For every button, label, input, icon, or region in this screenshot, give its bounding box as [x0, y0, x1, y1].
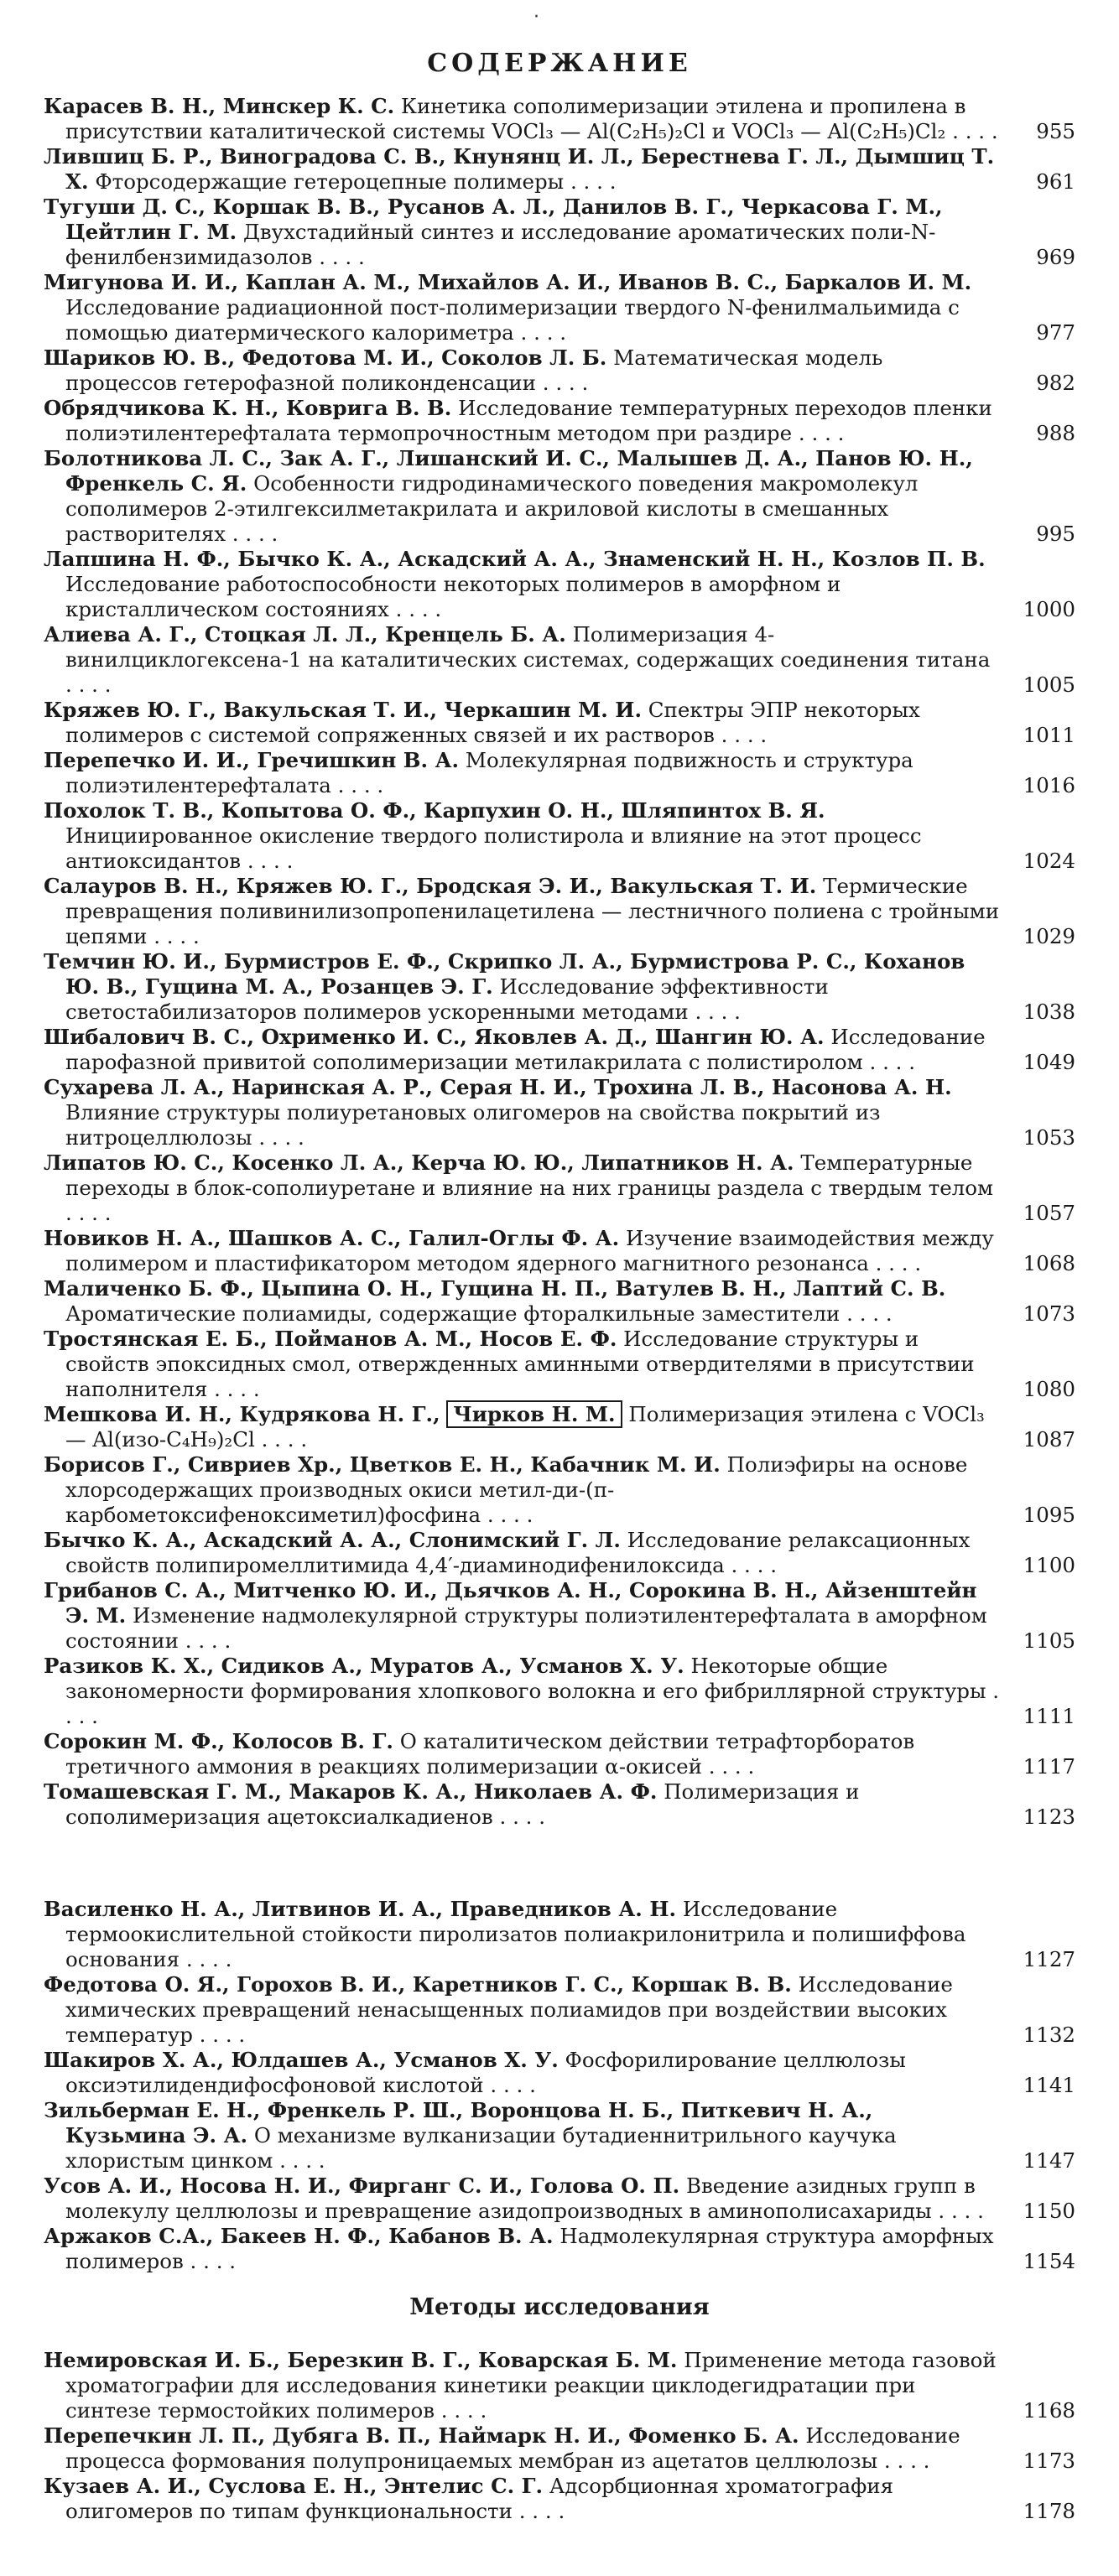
entry-page-number: 1173 [1023, 2449, 1075, 2473]
entry-text [44, 2098, 1000, 2174]
entry-page-number: 1029 [1023, 924, 1075, 948]
entry-leader-dots: . . . . [192, 2023, 246, 2047]
entry-title: Исследование структуры и свойств эпоксидных смол, отвержденных аминными отвердителями в присутствии наполнителя [65, 1327, 975, 1401]
entry-text [44, 1075, 1000, 1150]
entry-page-number: 1132 [1023, 2023, 1075, 2047]
entry-page-number: 961 [1036, 169, 1075, 194]
contents-entry [44, 874, 1075, 949]
entry-leader-dots: . . . . [330, 773, 384, 797]
entry-title: Математическая модель процессов гетерофазной поликонденсации [65, 345, 883, 395]
entry-page-number: 995 [1036, 522, 1075, 546]
entry-leader-dots: . . . . [183, 2249, 237, 2273]
contents-list-secondary [44, 1897, 1075, 2274]
entry-text [44, 2348, 1000, 2423]
entry-title: Исследование химических превращений ненасыщенных полиамидов при воздействии высоких температур [65, 1972, 953, 2047]
entry-title: Полимеризация этилена с VOCl₃ — Al(изо-C₄H₉)₂Cl [65, 1402, 985, 1452]
entry-leader-dots: . . . . [147, 924, 200, 948]
entry-title: Термические превращения поливинилизопропенилацетилена — лестничного полиена с тройными цепями [65, 874, 1000, 948]
entry-authors: Зильберман Е. Н., Френкель Р. Ш., Воронцова Н. Б., Питкевич Н. А., Кузьмина Э. А. [44, 2098, 873, 2148]
entry-leader-dots: . . . . [492, 1805, 546, 1829]
entry-title: О механизме вулканизации бутадиеннитрильного каучука хлористым цинком [65, 2123, 897, 2173]
entry-leader-dots: . . . . [513, 320, 567, 345]
contents-entry [44, 94, 1075, 144]
entry-title: Введение азидных групп в молекулу целлюлозы и превращение азидопроизводных в аминополисахариды [65, 2174, 976, 2223]
entry-title: Ароматические полиамиды, содержащие фторалкильные заместители [65, 1301, 841, 1326]
entry-text [44, 195, 1000, 270]
entry-page-number: 977 [1036, 320, 1075, 345]
entry-text [44, 1729, 1000, 1779]
contents-entry [44, 345, 1075, 396]
entry-page-number: 1147 [1023, 2148, 1075, 2173]
entry-text [44, 698, 1000, 748]
entry-title: Адсорбционная хроматография олигомеров по типам функциональности [65, 2474, 894, 2523]
entry-text [44, 1897, 1000, 1972]
entry-title: Влияние структуры полиуретановых олигомеров на свойства покрытий из нитроцеллюлозы [65, 1100, 881, 1150]
entry-authors: Обрядчикова К. Н., Коврига В. В. [44, 396, 452, 420]
contents-entry [44, 1897, 1075, 1972]
entry-page-number: 955 [1036, 119, 1075, 143]
entry-leader-dots: . . . . [877, 2449, 930, 2473]
contents-entry [44, 195, 1075, 270]
contents-entry [44, 2474, 1075, 2524]
entry-leader-dots: . . . . [792, 421, 845, 445]
contents-entry [44, 1779, 1075, 1830]
page-marker: · [533, 7, 539, 28]
entry-authors: Кузаев А. И., Суслова Е. Н., Энтелис С. Г. [44, 2474, 544, 2498]
entry-page-number: 1105 [1023, 1628, 1075, 1653]
entry-text [44, 2474, 1000, 2524]
entry-title: О каталитическом действии тетрафторборатов третичного аммония в реакциях полимеризации α-окисей [65, 1729, 915, 1779]
entry-page-number: 988 [1036, 421, 1075, 445]
entry-leader-dots: . . . . [434, 2398, 487, 2423]
entry-page-number: 1068 [1023, 1251, 1075, 1275]
entry-page-number: 1178 [1023, 2499, 1075, 2523]
contents-entry [44, 1528, 1075, 1578]
contents-entry [44, 1452, 1075, 1528]
entry-page-number: 1127 [1023, 1947, 1075, 1971]
entry-text [44, 748, 1000, 798]
entry-title: Полимеризация 4-винилциклогексена-1 на каталитических системах, содержащих соединения титана [65, 622, 991, 672]
entry-leader-dots: . . . . [241, 849, 294, 873]
entry-authors: Похолок Т. В., Копытова О. Ф., Карпухин О. Н., Шляпинтох В. Я. [44, 798, 825, 823]
page-title: СОДЕРЖАНИЕ [427, 49, 692, 78]
entry-page-number: 1095 [1023, 1503, 1075, 1527]
contents-entry [44, 144, 1075, 195]
entry-text [44, 1150, 1000, 1226]
entry-leader-dots: . . . . [512, 2499, 565, 2523]
entry-text [44, 2423, 1000, 2474]
entry-leader-dots: . . . . [714, 723, 768, 747]
contents-entry [44, 1025, 1075, 1075]
entry-page-number: 1154 [1023, 2249, 1075, 2273]
entry-title: Исследование работоспособности некоторых полимеров в аморфном и кристаллическом состояниях [65, 572, 841, 621]
contents-entry [44, 1226, 1075, 1276]
contents-entry [44, 2098, 1075, 2174]
entry-authors: Сорокин М. Ф., Колосов В. Г. [44, 1729, 393, 1753]
entry-authors: Томашевская Г. М., Макаров К. А., Николаев А. Ф. [44, 1779, 658, 1804]
entry-authors: Карасев В. Н., Минскер К. С. [44, 94, 395, 118]
contents-entry [44, 1276, 1075, 1327]
entry-title: Исследование релаксационных свойств полипиромеллитимида 4,4′-диаминодифенилоксида [65, 1528, 971, 1577]
entry-authors: Алиева А. Г., Стоцкая Л. Л., Кренцель Б. А. [44, 622, 566, 647]
entry-authors: Темчин Ю. И., Бурмистров Е. Ф., Скрипко Л. А., Бурмистрова Р. С., Коханов Ю. В., Гущина М. А., Розанцев Э. Г. [44, 949, 965, 999]
entry-title: Исследование парофазной привитой сополимеризации метилакрилата с полистиролом [65, 1025, 986, 1074]
entry-text [44, 345, 1000, 396]
entry-authors: Лившиц Б. Р., Виноградова С. В., Кнунянц И. Л., Берестнева Г. Л., Дымшиц Т. Х. [44, 144, 995, 194]
entry-text [44, 144, 1000, 195]
contents-entry [44, 2348, 1075, 2423]
contents-entry [44, 698, 1075, 748]
contents-entry [44, 446, 1075, 547]
entry-authors: Перепечко И. И., Гречишкин В. А. [44, 748, 460, 772]
entry-authors: Шариков Ю. В., Федотова М. И., Соколов Л. Б. [44, 345, 607, 370]
entry-text [44, 1276, 1000, 1327]
contents-entry [44, 2423, 1075, 2474]
entry-page-number: 1011 [1023, 723, 1075, 747]
entry-page-number: 1005 [1023, 673, 1075, 697]
entry-title: Молекулярная подвижность и структура полиэтилентерефталата [65, 748, 913, 797]
entry-leader-dots: . . . . [254, 1427, 308, 1452]
entry-title: Некоторые общие закономерности формирования хлопкового волокна и его фибриллярной структуры [65, 1654, 986, 1703]
entry-text [44, 1972, 1000, 2048]
entry-text [44, 547, 1000, 622]
entry-leader-dots: . . . . [178, 1628, 232, 1653]
entry-title: Спектры ЭПР некоторых полимеров с системой сопряженных связей и их растворов [65, 698, 920, 747]
entry-text [44, 1528, 1000, 1578]
entry-leader-dots: . . . . [483, 2073, 536, 2097]
entry-page-number: 1038 [1023, 1000, 1075, 1024]
entry-page-number: 1111 [1023, 1704, 1075, 1728]
contents-entry [44, 1402, 1075, 1452]
entry-authors: Маличенко Б. Ф., Цыпина О. Н., Гущина Н. П., Ватулев В. Н., Лаптий С. В. [44, 1276, 946, 1301]
entry-text [44, 94, 1000, 144]
entry-title: Изменение надмолекулярной структуры полиэтилентерефталата в аморфном состоянии [65, 1603, 987, 1653]
entry-text [44, 622, 1000, 698]
entry-text [44, 874, 1000, 949]
entry-page-number: 1150 [1023, 2199, 1075, 2223]
entry-text [44, 1578, 1000, 1654]
contents-entry [44, 1972, 1075, 2048]
entry-text [44, 396, 1000, 446]
entry-title: Фосфорилирование целлюлозы оксиэтилидендифосфоновой кислотой [65, 2048, 906, 2097]
entry-title: Температурные переходы в блок-сополиуретане и влияние на них границы раздела с твердым телом [65, 1150, 994, 1200]
entry-page-number: 969 [1036, 245, 1075, 269]
entry-leader-dots: . . . . [388, 597, 442, 621]
entry-title: Двухстадийный синтез и исследование ароматических поли-N-фенилбензимидазолов [65, 220, 936, 269]
entry-page-number: 1100 [1023, 1553, 1075, 1577]
entry-authors: Федотова О. Я., Горохов В. И., Каретников Г. С., Коршак В. В. [44, 1972, 792, 1997]
contents-entry [44, 1729, 1075, 1779]
entry-page-number: 1049 [1023, 1050, 1075, 1074]
entry-leader-dots: . . . . [868, 1251, 922, 1275]
entry-authors: Разиков К. Х., Сидиков А., Муратов А., Усманов Х. У. [44, 1654, 684, 1678]
entry-memorial-author: Чирков Н. М. [446, 1400, 622, 1428]
entry-authors: Мигунова И. И., Каплан А. М., Михайлов А. И., Иванов В. С., Баркалов И. М. [44, 270, 972, 294]
entry-page-number: 1024 [1023, 849, 1075, 873]
entry-text [44, 1226, 1000, 1276]
entry-text [44, 798, 1000, 874]
entry-leader-dots: . . . . [481, 1503, 533, 1527]
entry-authors: Немировская И. Б., Березкин В. Г., Коварская Б. М. [44, 2348, 678, 2372]
contents-entry [44, 622, 1075, 698]
entry-page-number: 1141 [1023, 2073, 1075, 2097]
entry-page-number: 1123 [1023, 1805, 1075, 1829]
contents-entry [44, 1075, 1075, 1150]
contents-entry [44, 798, 1075, 874]
entry-leader-dots: . . . . [724, 1553, 777, 1577]
contents-list-methods [44, 2348, 1075, 2524]
entry-title: Полиэфиры на основе хлорсодержащих производных окиси метил-ди-(п-карбометоксифеноксиметил)фосфина [65, 1452, 968, 1527]
entry-leader-dots: . . . . [931, 2199, 984, 2223]
entry-leader-dots: . . . . [65, 673, 112, 697]
entry-title: Исследование эффективности светостабилизаторов полимеров ускоренными методами [65, 974, 829, 1024]
entry-page-number: 982 [1036, 371, 1075, 395]
entry-text [44, 1654, 1000, 1729]
contents-entry [44, 949, 1075, 1025]
entry-leader-dots: . . . . [535, 371, 589, 395]
contents-entry [44, 2048, 1075, 2098]
entry-page-number: 1053 [1023, 1125, 1075, 1150]
entry-title: Применение метода газовой хроматографии для исследования кинетики реакции циклодегидратации при синтезе термостойких полимеров [65, 2348, 997, 2423]
entry-page-number: 1057 [1023, 1201, 1075, 1225]
entry-authors: Шакиров Х. А., Юлдашев А., Усманов Х. У. [44, 2048, 559, 2072]
entry-page-number: 1117 [1023, 1754, 1075, 1779]
entry-text [44, 446, 1000, 547]
entry-authors: Борисов Г., Сивриев Хр., Цветков Е. Н., Кабачник М. И. [44, 1452, 721, 1477]
entry-title: Изучение взаимодействия между полимером и пластификатором методом ядерного магнитного резонанса [65, 1226, 994, 1275]
entry-authors: Салауров В. Н., Кряжев Ю. Г., Бродская Э. И., Вакульская Т. И. [44, 874, 817, 898]
entry-title: Исследование процесса формования полупроницаемых мембран из ацетатов целлюлозы [65, 2423, 960, 2473]
entry-title: Исследование температурных переходов пленки полиэтилентерефталата термопрочностным методом при раздире [65, 396, 992, 445]
contents-entry [44, 1327, 1075, 1402]
entry-leader-dots: . . . . [226, 522, 278, 546]
contents-entry [44, 1654, 1075, 1729]
entry-text [44, 2224, 1000, 2274]
entry-authors: Тростянская Е. Б., Пойманов А. М., Носов Е. Ф. [44, 1327, 617, 1351]
entry-title: Особенности гидродинамического поведения макромолекул сополимеров 2-этилгексилметакрилата и акриловой кислоты в смешанных растворителях [65, 471, 919, 546]
entry-authors: Сухарева Л. А., Наринская А. Р., Серая Н. И., Трохина Л. В., Насонова А. Н. [44, 1075, 952, 1099]
entry-text [44, 270, 1000, 345]
entry-authors: Шибалович В. С., Охрименко И. С., Яковлев А. Д., Шангин Ю. А. [44, 1025, 825, 1049]
contents-entry [44, 2224, 1075, 2274]
contents-entry [44, 2174, 1075, 2224]
section-title-methods: Методы исследования [409, 2294, 710, 2320]
entry-authors: Бычко К. А., Аскадский А. А., Слонимский Г. Л. [44, 1528, 621, 1552]
entry-leader-dots: . . . . [207, 1377, 260, 1401]
entry-leader-dots: . . . . [252, 1125, 304, 1150]
entry-leader-dots: . . . . [564, 169, 617, 194]
entry-authors: Мешкова И. Н., Кудрякова Н. Г., [44, 1402, 440, 1426]
entry-authors: Аржаков С.А., Бакеев Н. Ф., Кабанов В. А. [44, 2224, 554, 2248]
entry-title: Кинетика сополимеризации этилена и пропилена в присутствии каталитической системы VOCl₃ — Al(C₂H₅)₂Cl и VOCl₃ — Al(C₂H₅)Cl₂ [65, 94, 966, 143]
entry-authors: Тугуши Д. С., Коршак В. В., Русанов А. Л., Данилов В. Г., Черкасова Г. М., Цейтлин Г. М. [44, 195, 943, 244]
entry-text [44, 1025, 1000, 1075]
entry-leader-dots: . . . . [65, 1201, 112, 1225]
entry-authors: Кряжев Ю. Г., Вакульская Т. И., Черкашин М. И. [44, 698, 642, 722]
contents-entry [44, 1578, 1075, 1654]
contents-entry [44, 748, 1075, 798]
entry-authors: Василенко Н. А., Литвинов И. А., Праведников А. Н. [44, 1897, 677, 1921]
entry-text [44, 2174, 1000, 2224]
entry-leader-dots: . . . . [945, 119, 998, 143]
entry-leader-dots: . . . . [312, 245, 365, 269]
entry-authors: Перепечкин Л. П., Дубяга В. П., Наймарк Н. И., Фоменко Б. А. [44, 2423, 799, 2448]
entry-page-number: 1016 [1023, 773, 1075, 797]
entry-text [44, 949, 1000, 1025]
entry-page-number: 1087 [1023, 1427, 1075, 1452]
contents-entry [44, 1150, 1075, 1226]
entry-text [44, 2048, 1000, 2098]
entry-text [44, 1779, 1000, 1830]
entry-leader-dots: . . . . [688, 1000, 741, 1024]
entry-leader-dots: . . . . [65, 1679, 1000, 1728]
entry-page-number: 1168 [1023, 2398, 1075, 2423]
entry-title: Надмолекулярная структура аморфных полимеров [65, 2224, 994, 2273]
entry-title: Полимеризация и сополимеризация ацетоксиалкадиенов [65, 1779, 860, 1829]
entry-authors: Болотникова Л. С., Зак А. Г., Лишанский И. С., Малышев Д. А., Панов Ю. Н., Френкель С. Я. [44, 446, 973, 496]
entry-text [44, 1402, 1000, 1452]
contents-entry [44, 270, 1075, 345]
entry-title: Исследование термоокислительной стойкости пиролизатов полиакрилонитрила и полишиффова основания [65, 1897, 966, 1971]
entry-leader-dots: . . . . [840, 1301, 893, 1326]
contents-entry [44, 547, 1075, 622]
entry-authors: Усов А. И., Носова Н. И., Фирганг С. И., Голова О. П. [44, 2174, 680, 2198]
entry-leader-dots: . . . . [273, 2148, 325, 2173]
entry-title: Инициированное окисление твердого полистирола и влияние на этот процесс антиоксидантов [65, 823, 922, 873]
entry-page-number: 1000 [1023, 597, 1075, 621]
entry-leader-dots: . . . . [862, 1050, 916, 1074]
entry-text [44, 1327, 1000, 1402]
entry-authors: Новиков Н. А., Шашков А. С., Галил-Оглы Ф. А. [44, 1226, 620, 1250]
entry-page-number: 1080 [1023, 1377, 1075, 1401]
entry-authors: Липатов Ю. С., Косенко Л. А., Керча Ю. Ю., Липатников Н. А. [44, 1150, 794, 1175]
entry-text [44, 1452, 1000, 1528]
entry-title: Фторсодержащие гетероцепные полимеры [95, 169, 565, 194]
contents-entry [44, 396, 1075, 446]
entry-authors: Грибанов С. А., Митченко Ю. И., Дьячков А. Н., Сорокина В. Н., Айзенштейн Э. М. [44, 1578, 977, 1628]
entry-authors: Лапшина Н. Ф., Бычко К. А., Аскадский А. А., Знаменский Н. Н., Козлов П. В. [44, 547, 986, 571]
entry-page-number: 1073 [1023, 1301, 1075, 1326]
entry-title: Исследование радиационной пост-полимеризации твердого N-фенилмальимида с помощью диатермического калориметра [65, 295, 960, 345]
entry-leader-dots: . . . . [701, 1754, 755, 1779]
contents-list-main [44, 94, 1075, 1830]
entry-leader-dots: . . . . [180, 1947, 232, 1971]
